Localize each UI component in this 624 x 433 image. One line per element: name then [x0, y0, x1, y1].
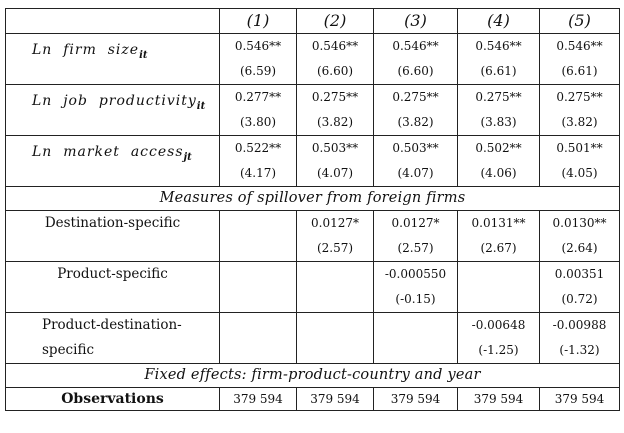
- coefficient-value: [220, 313, 296, 338]
- value-cell: [220, 136, 297, 187]
- value-stack: [374, 262, 457, 312]
- t-statistic-value: (4.07): [316, 166, 354, 180]
- spillover-label: [6, 211, 219, 261]
- column-header: (4): [458, 9, 540, 34]
- t-statistic-value: [220, 236, 296, 261]
- variable-label-main: Ln firm size: [32, 42, 140, 58]
- t-statistic-value: [374, 338, 457, 363]
- value-cell: [220, 34, 297, 85]
- value-cell: [297, 34, 374, 85]
- coefficient-value: [220, 211, 296, 236]
- value-cell: [220, 313, 297, 364]
- t-statistic-value: (0.72): [561, 292, 598, 306]
- coefficient-value: 0.275**: [556, 90, 603, 104]
- t-statistic-value: [297, 287, 373, 312]
- t-statistic-value: (-0.15): [395, 292, 436, 306]
- value-stack: [297, 313, 373, 363]
- regression-table: [5, 8, 620, 411]
- header-blank-cell: [6, 9, 220, 34]
- observations-value: 379 594: [374, 388, 458, 411]
- value-cell: [458, 136, 540, 187]
- value-stack: [374, 211, 457, 261]
- value-cell: [220, 211, 297, 262]
- variable-row: [6, 85, 620, 136]
- value-cell: [374, 85, 458, 136]
- value-stack: [374, 313, 457, 363]
- coefficient-value: 0.275**: [311, 90, 359, 104]
- section-row: [6, 187, 620, 211]
- value-stack: [540, 85, 619, 135]
- value-cell: [220, 85, 297, 136]
- coefficient-value: 0.0127*: [391, 216, 440, 230]
- column-header: (1): [220, 9, 297, 34]
- value-cell: [374, 211, 458, 262]
- value-stack: [458, 85, 539, 135]
- value-cell: [540, 211, 620, 262]
- spillover-label-line2: specific: [42, 342, 95, 358]
- header-row: [6, 9, 620, 34]
- t-statistic-value: (6.59): [239, 64, 277, 78]
- coefficient-value: [458, 262, 539, 287]
- t-statistic-value: (3.82): [397, 115, 434, 129]
- spillover-row: [6, 313, 620, 364]
- coefficient-value: 0.503**: [311, 141, 359, 155]
- value-stack: [458, 313, 539, 363]
- variable-label-cell: [6, 34, 220, 85]
- spillover-label-cell: [6, 211, 220, 262]
- spillover-row: [6, 211, 620, 262]
- value-stack: [540, 211, 619, 261]
- observations-value: 379 594: [297, 388, 374, 411]
- variable-label-subscript: it: [139, 49, 148, 61]
- value-cell: [374, 313, 458, 364]
- observations-row: [6, 388, 620, 411]
- coefficient-value: 0.502**: [475, 141, 522, 155]
- value-stack: [374, 34, 457, 84]
- value-stack: [297, 34, 373, 84]
- observations-value: 379 594: [220, 388, 297, 411]
- spillover-label-line1: Product-specific: [57, 266, 168, 282]
- value-stack: [297, 85, 373, 135]
- value-stack: [374, 85, 457, 135]
- spillover-label-line2: [6, 287, 219, 312]
- observations-value: 379 594: [458, 388, 540, 411]
- spillover-row: [6, 262, 620, 313]
- value-stack: [540, 136, 619, 186]
- value-stack: [458, 34, 539, 84]
- coefficient-value: [297, 313, 373, 338]
- coefficient-value: 0.277**: [234, 90, 282, 104]
- value-cell: [374, 34, 458, 85]
- value-cell: [374, 262, 458, 313]
- t-statistic-value: (2.64): [561, 241, 598, 255]
- coefficient-value: 0.00351: [554, 267, 605, 281]
- coefficient-value: 0.0131**: [471, 216, 526, 230]
- value-cell: [297, 262, 374, 313]
- t-statistic-value: [220, 287, 296, 312]
- observations-value: 379 594: [540, 388, 620, 411]
- t-statistic-value: [297, 338, 373, 363]
- coefficient-value: 0.503**: [392, 141, 439, 155]
- value-cell: [540, 262, 620, 313]
- t-statistic-value: (4.07): [397, 166, 434, 180]
- spillover-label-line2: [6, 236, 219, 261]
- coefficient-value: [374, 313, 457, 338]
- value-stack: [297, 262, 373, 312]
- spillover-label: [6, 313, 219, 363]
- section-title: Measures of spillover from foreign firms: [6, 187, 620, 211]
- coefficient-value: [297, 262, 373, 287]
- value-cell: [297, 136, 374, 187]
- value-stack: [220, 211, 296, 261]
- column-header: (3): [374, 9, 458, 34]
- value-cell: [540, 85, 620, 136]
- value-cell: [458, 262, 540, 313]
- value-stack: [220, 313, 296, 363]
- t-statistic-value: (4.06): [480, 166, 517, 180]
- t-statistic-value: [458, 287, 539, 312]
- fixed-effects-row: [6, 364, 620, 388]
- spillover-label-line1: Destination-specific: [44, 215, 181, 231]
- variable-label: [6, 136, 219, 163]
- t-statistic-value: (3.82): [316, 115, 354, 129]
- value-cell: [458, 313, 540, 364]
- variable-label-subscript: it: [196, 100, 206, 112]
- value-stack: [297, 136, 373, 186]
- value-cell: [458, 34, 540, 85]
- coefficient-value: -0.000550: [384, 267, 447, 281]
- column-header: (2): [297, 9, 374, 34]
- spillover-label-line1: Product-destination-: [42, 317, 182, 333]
- coefficient-value: -0.00648: [471, 318, 526, 332]
- value-cell: [540, 136, 620, 187]
- variable-row: [6, 136, 620, 187]
- value-cell: [297, 211, 374, 262]
- coefficient-value: 0.0130**: [552, 216, 607, 230]
- t-statistic-value: (2.57): [397, 241, 434, 255]
- fixed-effects-note: Fixed effects: firm-product-country and year: [6, 364, 620, 388]
- t-statistic-value: (2.57): [316, 241, 354, 255]
- coefficient-value: -0.00988: [552, 318, 607, 332]
- value-cell: [374, 136, 458, 187]
- coefficient-value: 0.522**: [234, 141, 282, 155]
- spillover-label: [6, 262, 219, 312]
- t-statistic-value: (3.83): [480, 115, 517, 129]
- coefficient-value: 0.275**: [475, 90, 522, 104]
- spillover-label-cell: [6, 262, 220, 313]
- value-stack: [540, 313, 619, 363]
- t-statistic-value: (-1.32): [559, 343, 600, 357]
- t-statistic-value: (6.61): [561, 64, 598, 78]
- coefficient-value: 0.0127*: [311, 216, 359, 230]
- value-stack: [374, 136, 457, 186]
- variable-label: [6, 85, 219, 112]
- coefficient-value: [220, 262, 296, 287]
- t-statistic-value: (4.05): [561, 166, 598, 180]
- value-stack: [220, 85, 296, 135]
- variable-label: [6, 34, 219, 61]
- value-stack: [220, 34, 296, 84]
- value-cell: [458, 211, 540, 262]
- value-stack: [458, 211, 539, 261]
- t-statistic-value: (2.67): [480, 241, 517, 255]
- variable-label-main: Ln market access: [32, 144, 184, 160]
- variable-label-main: Ln job productivity: [32, 93, 197, 109]
- column-header: (5): [540, 9, 620, 34]
- value-cell: [297, 313, 374, 364]
- value-cell: [540, 313, 620, 364]
- value-stack: [540, 262, 619, 312]
- t-statistic-value: (6.60): [316, 64, 354, 78]
- coefficient-value: 0.275**: [392, 90, 439, 104]
- value-stack: [297, 211, 373, 261]
- variable-label-cell: [6, 136, 220, 187]
- t-statistic-value: (6.61): [480, 64, 517, 78]
- value-cell: [297, 85, 374, 136]
- value-cell: [540, 34, 620, 85]
- value-stack: [540, 34, 619, 84]
- coefficient-value: 0.546**: [392, 39, 439, 53]
- value-cell: [220, 262, 297, 313]
- coefficient-value: 0.501**: [556, 141, 603, 155]
- value-cell: [458, 85, 540, 136]
- t-statistic-value: (6.60): [397, 64, 434, 78]
- value-stack: [458, 262, 539, 312]
- t-statistic-value: (4.17): [239, 166, 277, 180]
- value-stack: [458, 136, 539, 186]
- coefficient-value: 0.546**: [556, 39, 603, 53]
- value-stack: [220, 136, 296, 186]
- t-statistic-value: [220, 338, 296, 363]
- coefficient-value: 0.546**: [475, 39, 522, 53]
- variable-label-subscript: jt: [183, 151, 192, 163]
- coefficient-value: 0.546**: [234, 39, 282, 53]
- spillover-label-cell: [6, 313, 220, 364]
- t-statistic-value: (3.82): [561, 115, 598, 129]
- variable-label-cell: [6, 85, 220, 136]
- value-stack: [220, 262, 296, 312]
- variable-row: [6, 34, 620, 85]
- t-statistic-value: (3.80): [239, 115, 277, 129]
- t-statistic-value: (-1.25): [478, 343, 519, 357]
- observations-label: Observations: [6, 388, 220, 411]
- coefficient-value: 0.546**: [311, 39, 359, 53]
